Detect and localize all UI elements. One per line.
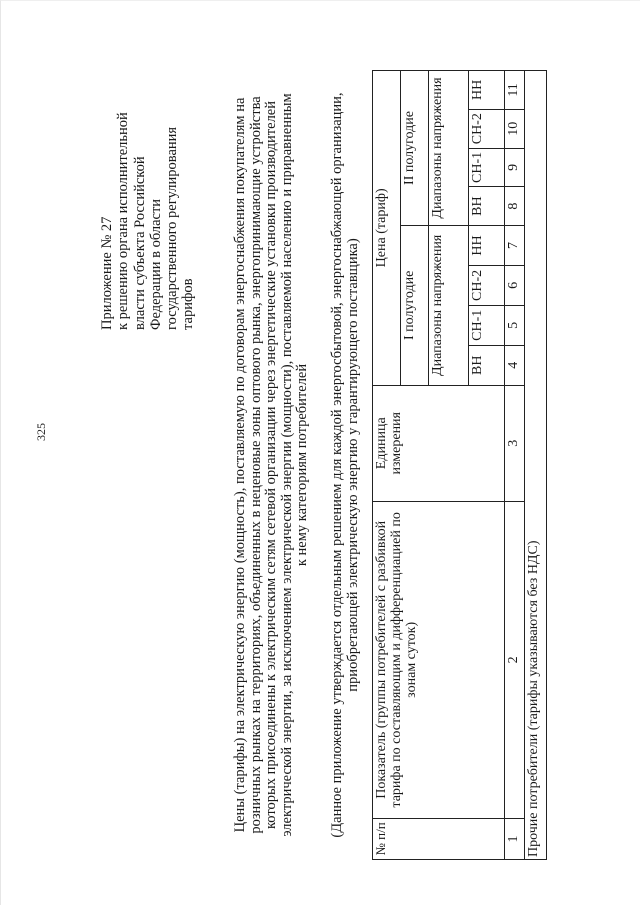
header-level-vn: ВН [469,187,505,226]
column-number: 9 [505,148,525,187]
column-number: 3 [505,385,525,501]
header-level-sn1: СН-1 [469,305,505,345]
appendix-line: Федерации в области [147,198,164,330]
header-level-sn2: СН-2 [469,265,505,305]
header-level-nn: НН [469,71,505,110]
table-row: Прочие потребители (тарифы указываются без НДС) [525,71,547,860]
note-line: (Данное приложение утверждается отдельным решением для каждой энергосбытовой, энергоснабжающей организации, [329,92,345,838]
appendix-line: государственного регулирования [164,126,181,330]
header-level-nn: НН [469,226,505,266]
column-number: 8 [505,187,525,226]
column-number: 5 [505,305,525,345]
column-number: 7 [505,226,525,266]
header-voltage-range-2: Диапазоны напряжения [429,71,469,226]
heading-line: электрической энергии, за исключением электрической энергии (мощности), поставляемой населению и приравненным [278,93,295,837]
appendix-line: тарифов [180,278,197,330]
heading-line: к нему категориям потребителей [294,363,311,567]
column-number: 10 [505,109,525,148]
appendix-line: к решению органа исполнительной [115,112,132,330]
header-half-1: I полугодие [401,226,429,386]
appendix-line: власти субъекта Российской [131,156,148,330]
header-level-sn1: СН-1 [469,148,505,187]
heading-line: розничных рынках на территориях, объединенных в неценовые зоны оптового рынка, энергопринимающие устройства [247,96,264,834]
note-line: приобретающей электрическую энергию у гарантирующего поставщика) [344,238,361,692]
header-number: № п/п [373,818,505,859]
header-level-sn2: СН-2 [469,109,505,148]
column-number: 11 [505,71,525,110]
approval-note [330,70,361,860]
rotated-document-content [82,70,552,860]
header-voltage-range-1: Диапазоны напряжения [429,226,469,386]
appendix-line: Приложение № 27 [99,216,115,330]
header-half-2: II полугодие [401,71,429,226]
header-unit: Единица измерения [373,385,505,501]
page-number: 325 [34,423,48,441]
header-price: Цена (тариф) [373,71,401,386]
document-heading [233,70,311,860]
heading-line: которых присоединены к электрическим сетям сетевой организации через энергетические установки производителей [263,101,280,829]
header-level-vn: ВН [469,345,505,385]
column-number: 6 [505,265,525,305]
column-number: 2 [505,501,525,818]
column-number: 1 [505,818,525,859]
heading-line: Цены (тарифы) на электрическую энергию (мощность), поставляемую по договорам энергоснабжения покупателям на [232,97,248,833]
column-number: 4 [505,345,525,385]
header-indicator: Показатель (группы потребителей с разбивкой тарифа по составляющим и дифференциацией по зонам суток) [373,501,505,818]
tariff-table [372,70,547,860]
appendix-block [99,80,197,330]
